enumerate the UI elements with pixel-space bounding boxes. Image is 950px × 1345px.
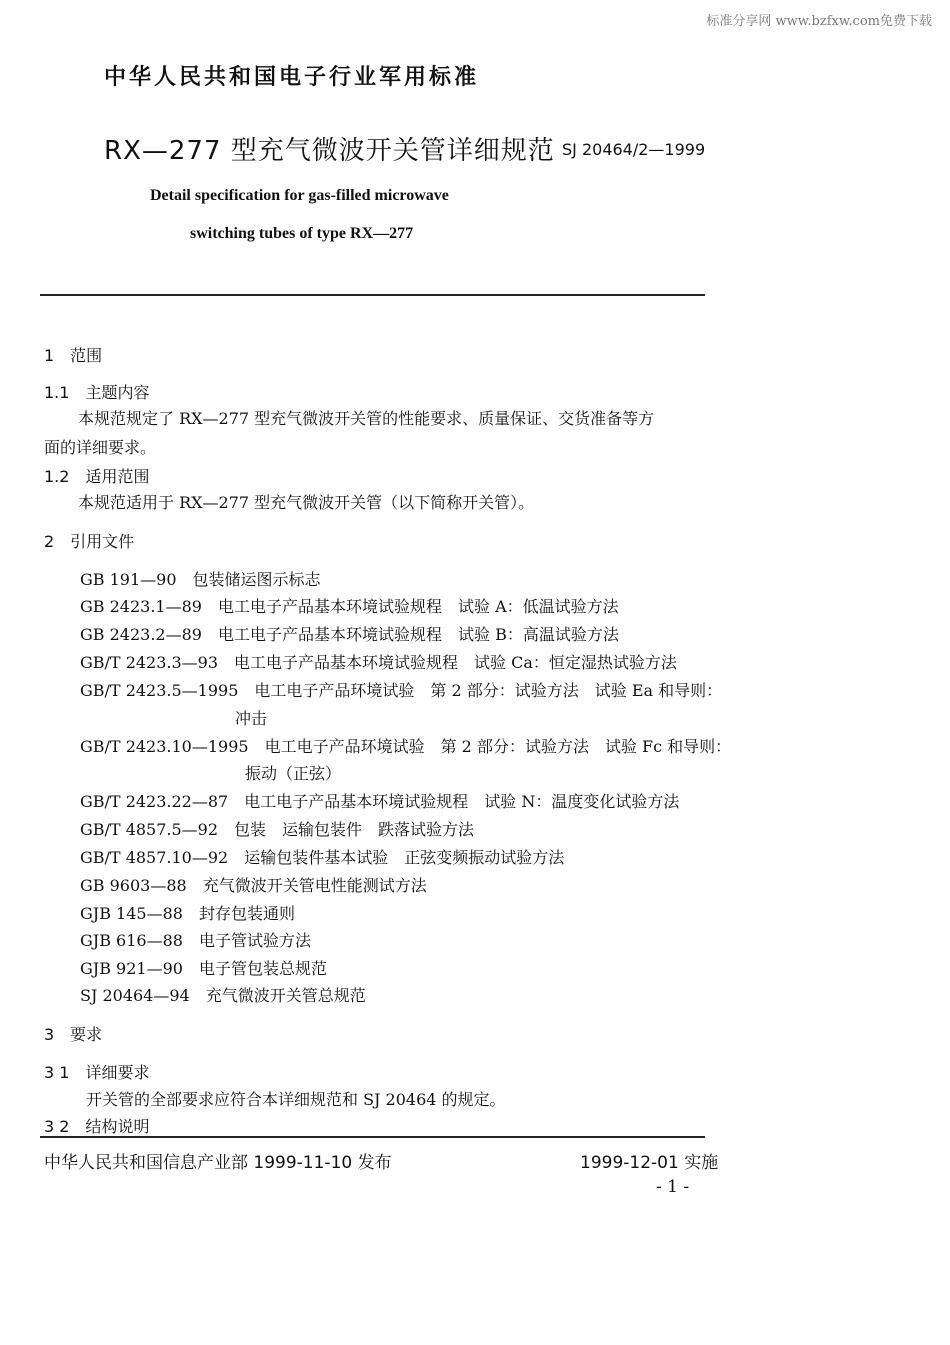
reference-item (80, 817, 474, 840)
reference-item (80, 567, 321, 590)
reference-item (80, 928, 311, 951)
reference-title: 电工电子产品基本环境试验规程 试验 N：温度变化试验方法 (244, 792, 680, 811)
reference-code: GJB 145—88 (80, 904, 183, 923)
section-1-1-text-line1: 本规范规定了 RX—277 型充气微波开关管的性能要求、质量保证、交货准备等方 (78, 409, 655, 428)
section-3-1-text: 开关管的全部要求应符合本详细规范和 SJ 20464 的规定。 (86, 1090, 506, 1109)
reference-title: 充气微波开关管总规范 (205, 986, 366, 1005)
reference-code: GB/T 2423.5—1995 (80, 681, 239, 700)
section-3-2-heading: 3 2 结构说明 (44, 1117, 150, 1136)
section-3-heading: 3 要求 (44, 1025, 103, 1044)
reference-code: GJB 616—88 (80, 931, 183, 950)
section-1-2-heading: 1.2 适用范围 (44, 467, 150, 486)
reference-title: 运输包装件基本试验 正弦变频振动试验方法 (244, 848, 565, 867)
reference-item (80, 734, 731, 757)
reference-item (80, 650, 677, 673)
reference-title: 电工电子产品环境试验 第 2 部分：试验方法 试验 Fc 和导则： (264, 737, 732, 756)
section-1-heading: 1 范围 (44, 346, 103, 365)
reference-title: 电子管包装总规范 (198, 959, 327, 978)
section-3-1-heading: 3 1 详细要求 (44, 1063, 150, 1082)
section-2-heading: 2 引用文件 (44, 532, 135, 551)
standard-number: SJ 20464/2—1999 (562, 140, 706, 159)
reference-item (80, 678, 722, 701)
reference-title: 充气微波开关管电性能测试方法 (202, 876, 427, 895)
document-title: RX—277 型充气微波开关管详细规范 (104, 136, 555, 166)
reference-code: GB 2423.2—89 (80, 625, 202, 644)
reference-title-continuation: 冲击 (235, 709, 268, 728)
reference-code: SJ 20464—94 (80, 986, 190, 1005)
reference-code: GB 191—90 (80, 570, 177, 589)
effective-date: 1999-12-01 实施 (580, 1153, 719, 1173)
reference-code: GB/T 2423.3—93 (80, 653, 219, 672)
reference-item (80, 845, 564, 868)
reference-item (80, 594, 619, 617)
section-1-1-text-line2: 面的详细要求。 (44, 438, 157, 457)
reference-code: GB/T 4857.5—92 (80, 820, 219, 839)
reference-title: 电工电子产品环境试验 第 2 部分：试验方法 试验 Ea 和导则： (254, 681, 723, 700)
reference-title-continuation: 振动（正弦） (245, 764, 342, 783)
reference-title: 包装储运图示标志 (192, 570, 321, 589)
reference-code: GB/T 4857.10—92 (80, 848, 229, 867)
issue-statement: 中华人民共和国信息产业部 1999-11-10 发布 (44, 1153, 392, 1173)
reference-code: GB 2423.1—89 (80, 597, 202, 616)
reference-title: 电工电子产品基本环境试验规程 试验 A：低温试验方法 (217, 597, 619, 616)
reference-code: GB/T 2423.10—1995 (80, 737, 249, 756)
reference-item (80, 789, 679, 812)
issuing-organization: 中华人民共和国电子行业军用标准 (104, 65, 480, 90)
reference-item (80, 873, 427, 896)
reference-title: 电工电子产品基本环境试验规程 试验 B：高温试验方法 (217, 625, 619, 644)
reference-title: 封存包装通则 (198, 904, 295, 923)
reference-title: 包装 运输包装件 跌落试验方法 (234, 820, 475, 839)
reference-item (80, 622, 619, 645)
section-1-1-heading: 1.1 主题内容 (44, 383, 150, 402)
reference-code: GB/T 2423.22—87 (80, 792, 229, 811)
english-title-line1: Detail specification for gas-filled microwave (150, 187, 449, 204)
footer-divider (40, 1136, 705, 1138)
reference-code: GJB 921—90 (80, 959, 183, 978)
header-divider (40, 294, 705, 296)
page-number: - 1 - (656, 1177, 690, 1197)
reference-item (80, 901, 295, 924)
section-1-2-text: 本规范适用于 RX—277 型充气微波开关管（以下简称开关管）。 (78, 493, 535, 512)
reference-title: 电子管试验方法 (198, 931, 311, 950)
reference-title: 电工电子产品基本环境试验规程 试验 Ca：恒定湿热试验方法 (234, 653, 677, 672)
english-title-line2: switching tubes of type RX—277 (190, 225, 414, 242)
reference-code: GB 9603—88 (80, 876, 187, 895)
reference-item (80, 956, 327, 979)
watermark: 标准分享网 www.bzfxw.com免费下载 (706, 14, 932, 29)
reference-item (80, 983, 366, 1006)
